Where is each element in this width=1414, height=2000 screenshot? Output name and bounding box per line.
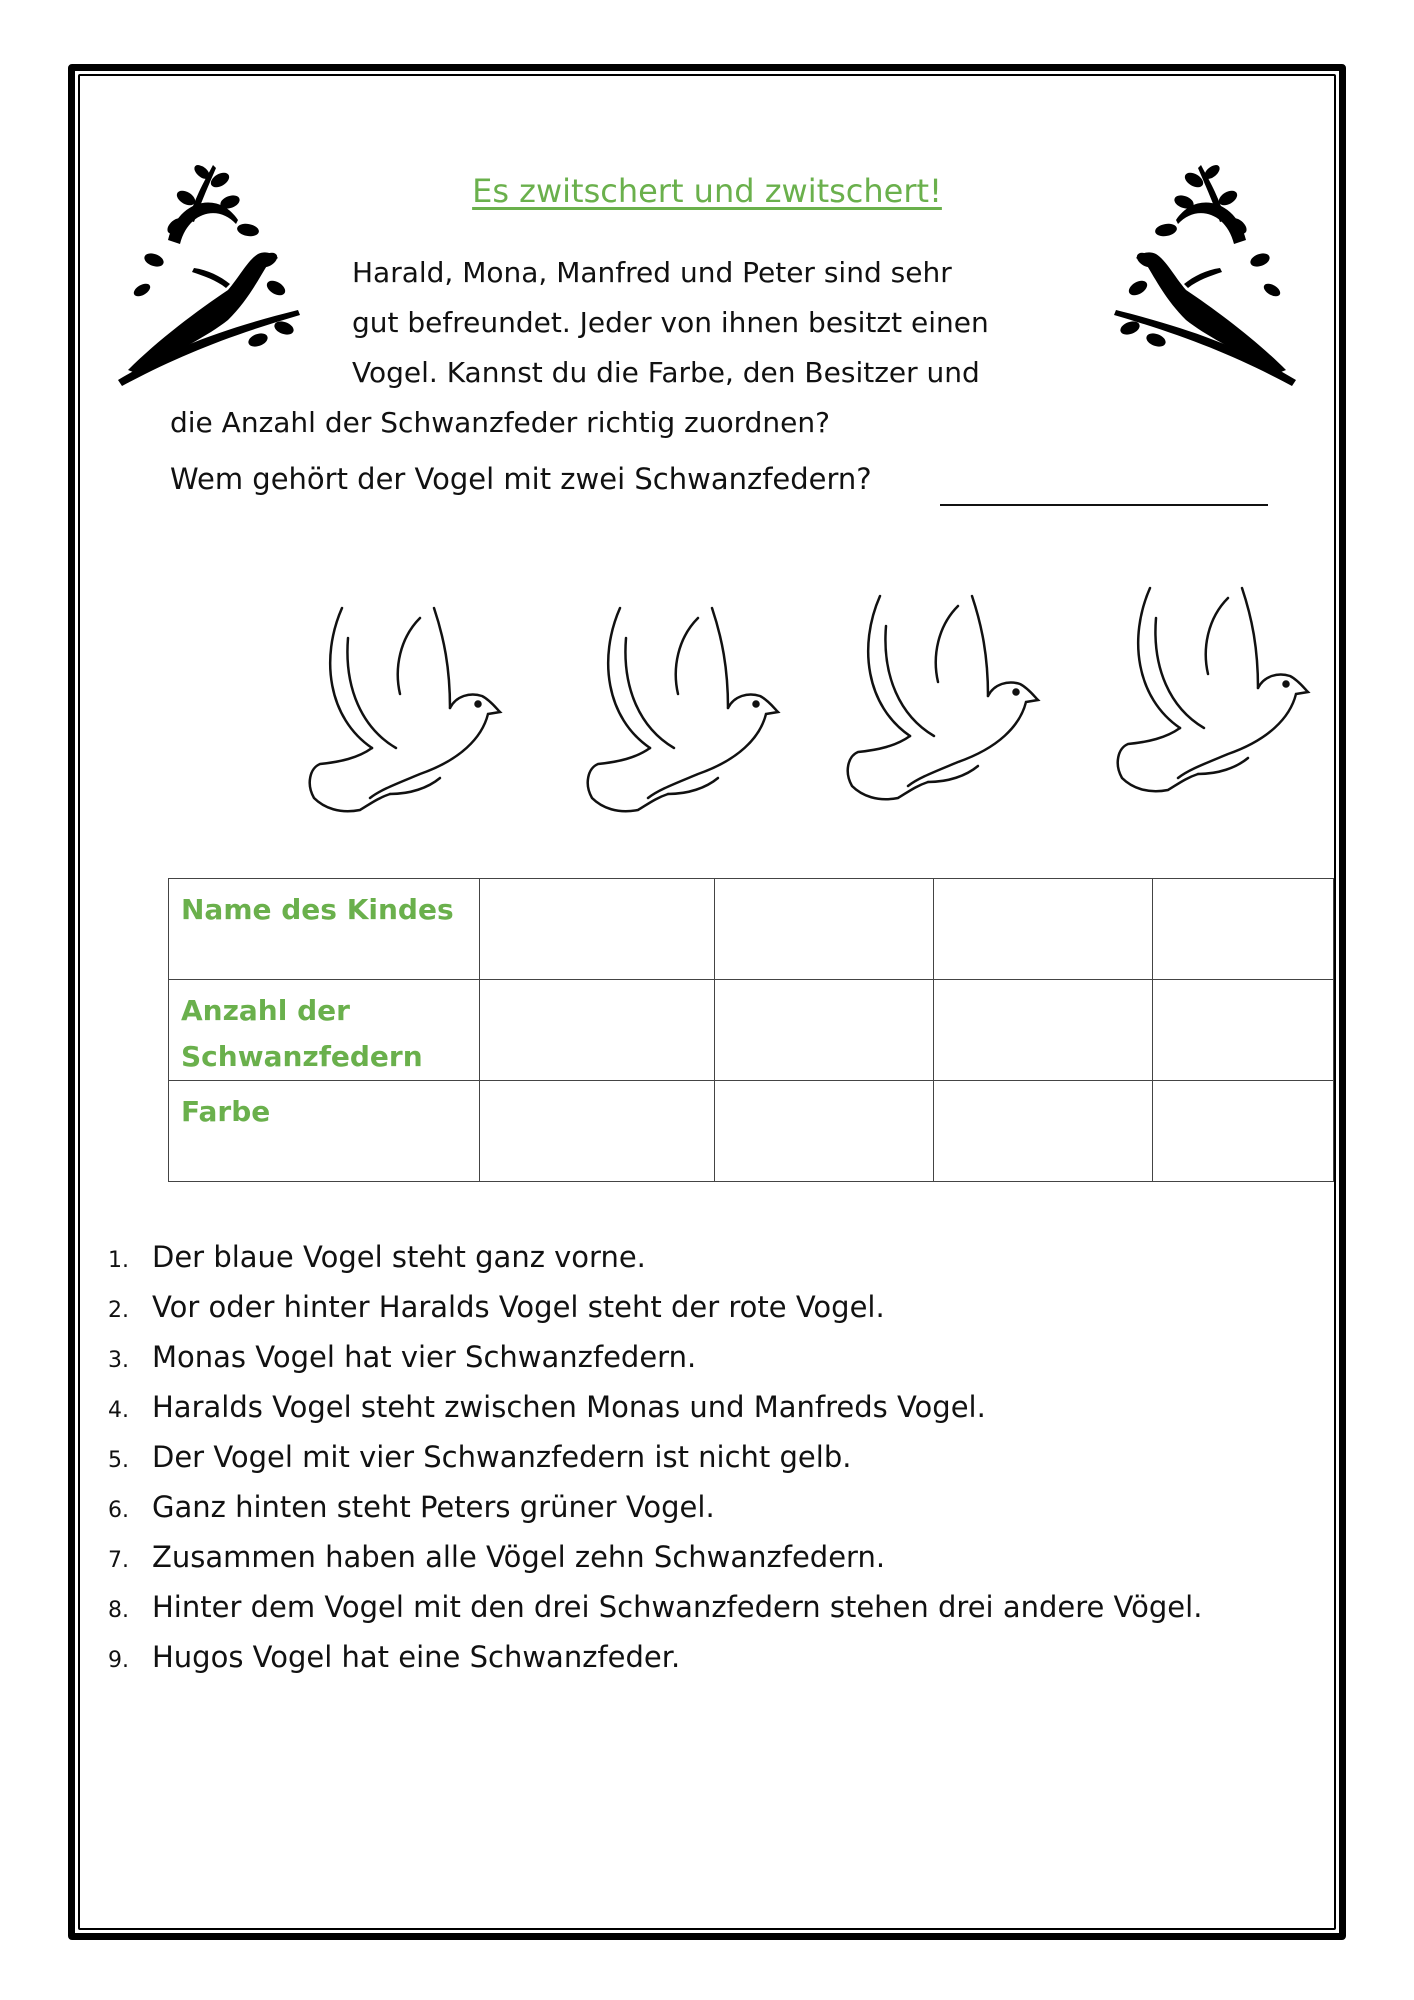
list-item	[108, 1532, 1202, 1582]
table-row	[169, 1081, 1334, 1182]
intro-line: Harald, Mona, Manfred und Peter sind sehr	[352, 256, 952, 289]
intro-line: gut befreundet. Jeder von ihnen besitzt einen	[352, 306, 989, 339]
clue-number: 4.	[108, 1398, 129, 1423]
intro-line: Vogel. Kannst du die Farbe, den Besitzer und	[352, 356, 980, 389]
list-item	[108, 1232, 1202, 1282]
clue-text: Hinter dem Vogel mit den drei Schwanzfedern stehen drei andere Vögel.	[152, 1590, 1203, 1624]
clue-text: Vor oder hinter Haralds Vogel steht der rote Vogel.	[152, 1290, 885, 1324]
table-cell[interactable]	[480, 1081, 715, 1182]
answer-blank-line[interactable]	[940, 504, 1268, 506]
clue-text: Der blaue Vogel steht ganz vorne.	[152, 1240, 646, 1274]
clue-number: 1.	[108, 1248, 129, 1273]
list-item	[108, 1282, 1202, 1332]
page-title: Es zwitschert und zwitschert!	[472, 172, 942, 210]
clue-text: Hugos Vogel hat eine Schwanzfeder.	[152, 1640, 681, 1674]
row-label: Farbe	[169, 1081, 480, 1182]
row-label: Name des Kindes	[169, 879, 480, 980]
table-cell[interactable]	[1153, 1081, 1334, 1182]
table-cell[interactable]	[934, 879, 1153, 980]
row-label: Anzahl der Schwanzfedern	[169, 980, 480, 1081]
clue-number: 9.	[108, 1648, 129, 1673]
clue-text: Haralds Vogel steht zwischen Monas und Manfreds Vogel.	[152, 1390, 986, 1424]
dove-outline-icon	[300, 598, 510, 848]
assignment-table	[168, 878, 1334, 1182]
table-cell[interactable]	[480, 980, 715, 1081]
clue-list	[108, 1232, 1202, 1682]
clue-text: Ganz hinten steht Peters grüner Vogel.	[152, 1490, 715, 1524]
list-item	[108, 1582, 1202, 1632]
clue-number: 2.	[108, 1298, 129, 1323]
table-cell[interactable]	[934, 1081, 1153, 1182]
list-item	[108, 1382, 1202, 1432]
list-item	[108, 1632, 1202, 1682]
dove-outline-icon	[578, 598, 788, 848]
clue-number: 3.	[108, 1348, 129, 1373]
question-text: Wem gehört der Vogel mit zwei Schwanzfedern?	[170, 462, 872, 496]
dove-outline-icon	[1108, 578, 1318, 828]
table-cell[interactable]	[1153, 879, 1334, 980]
clue-number: 8.	[108, 1598, 129, 1623]
clue-text: Der Vogel mit vier Schwanzfedern ist nicht gelb.	[152, 1440, 852, 1474]
table-cell[interactable]	[934, 980, 1153, 1081]
list-item	[108, 1332, 1202, 1382]
table-row	[169, 980, 1334, 1081]
clue-number: 5.	[108, 1448, 129, 1473]
table-cell[interactable]	[715, 1081, 934, 1182]
list-item	[108, 1482, 1202, 1532]
dove-outline-icon	[838, 586, 1048, 836]
clue-number: 6.	[108, 1498, 129, 1523]
list-item	[108, 1432, 1202, 1482]
clue-text: Monas Vogel hat vier Schwanzfedern.	[152, 1340, 697, 1374]
table-cell[interactable]	[715, 879, 934, 980]
clue-number: 7.	[108, 1548, 129, 1573]
table-cell[interactable]	[1153, 980, 1334, 1081]
table-cell[interactable]	[715, 980, 934, 1081]
table-cell[interactable]	[480, 879, 715, 980]
table-row	[169, 879, 1334, 980]
clue-text: Zusammen haben alle Vögel zehn Schwanzfedern.	[152, 1540, 886, 1574]
intro-line: die Anzahl der Schwanzfeder richtig zuordnen?	[170, 406, 830, 439]
